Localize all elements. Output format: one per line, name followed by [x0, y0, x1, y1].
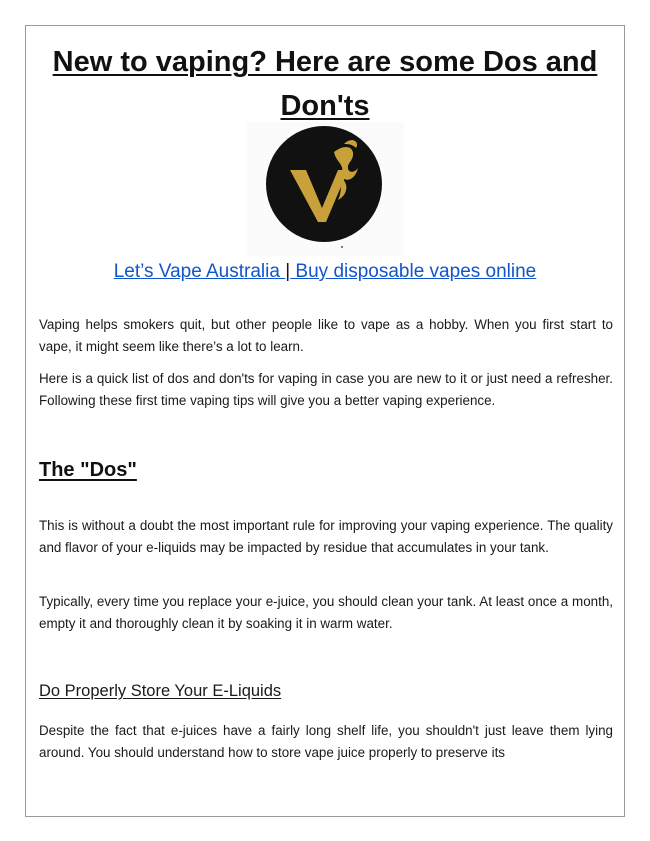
site-link-row [40, 258, 610, 286]
document-title: New to vaping? Here are some Dos and Don'ts [52, 46, 598, 122]
buy-disposable-vapes-link[interactable]: Buy disposable vapes online [290, 261, 537, 282]
store-paragraph: Despite the fact that e-juices have a fairly long shelf life, you shouldn't just leave them lying around. You should understand how to store vape juice properly to preserve its [39, 723, 613, 760]
dos-heading: The "Dos" [39, 459, 137, 481]
brand-logo [246, 122, 404, 256]
lets-vape-australia-link[interactable]: Let’s Vape Australia [113, 261, 286, 282]
link-separator: | [285, 261, 291, 282]
dos-paragraph-1: This is without a doubt the most important rule for improving your vaping experience. The quality and flavor of your e-liquids may be impacted by residue that accumulates in your tank. [39, 518, 613, 555]
intro-paragraph-1: Vaping helps smokers quit, but other people like to vape as a hobby. When you first start to vape, it might seem like there’s a lot to learn. [39, 317, 613, 354]
store-e-liquids-heading: Do Properly Store Your E-Liquids [39, 682, 282, 700]
intro-paragraph-2: Here is a quick list of dos and don'ts for vaping in case you are new to it or just need a refresher. Following these first time vaping tips will give you a better vaping experience. [39, 371, 613, 408]
dos-paragraph-2: Typically, every time you replace your e-juice, you should clean your tank. At least once a month, empty it and thoroughly clean it by soaking it in warm water. [39, 594, 613, 631]
logo-v-emblem-icon [246, 122, 404, 256]
